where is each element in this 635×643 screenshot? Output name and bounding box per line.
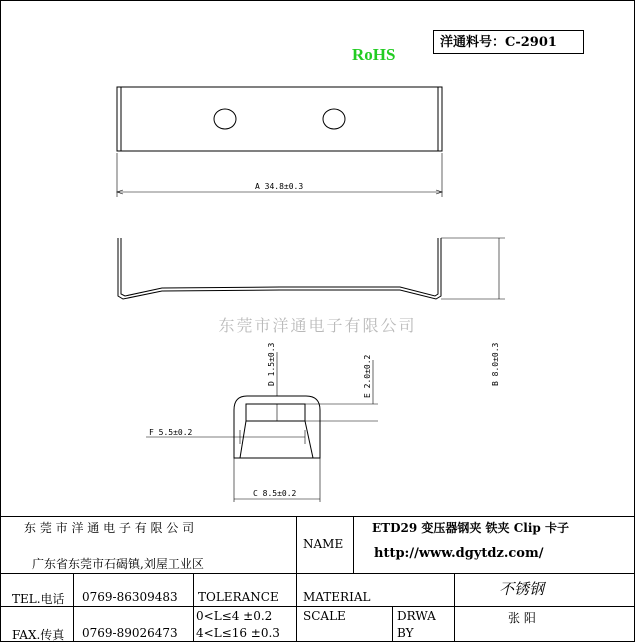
dim-b: B 8.0±0.3 bbox=[491, 342, 500, 386]
company-name: 东 莞 市 洋 通 电 子 有 限 公 司 bbox=[24, 521, 195, 535]
tolerance-range-1: 0<L≤4 ±0.2 bbox=[196, 609, 273, 623]
dim-f: F 5.5±0.2 bbox=[149, 428, 193, 437]
drawn-by: 张 阳 bbox=[508, 611, 536, 625]
watermark: 东莞市洋通电子有限公司 bbox=[218, 316, 417, 335]
fax-number: 0769-89026473 bbox=[82, 626, 178, 640]
fax-label: FAX.传真 bbox=[12, 628, 65, 642]
top-view bbox=[117, 87, 442, 197]
dim-d: D 1.5±0.3 bbox=[267, 342, 276, 386]
tel-number: 0769-86309483 bbox=[82, 590, 178, 604]
scale-label: SCALE bbox=[303, 609, 346, 623]
name-label: NAME bbox=[303, 537, 344, 551]
mounting-hole-right bbox=[323, 109, 345, 129]
material-label: MATERIAL bbox=[303, 590, 371, 604]
dim-e: E 2.0±0.2 bbox=[363, 354, 372, 398]
section-view bbox=[146, 352, 378, 502]
rohs-mark: RoHS bbox=[352, 45, 396, 64]
material-value: 不锈钢 bbox=[499, 580, 545, 598]
mounting-hole-left bbox=[214, 109, 236, 129]
drawn-by-label-1: DRWA bbox=[397, 609, 436, 623]
tolerance-range-2: 4<L≤16 ±0.3 bbox=[196, 626, 280, 640]
company-address: 广东省东莞市石碣镇,刘屋工业区 bbox=[32, 557, 204, 571]
website-url[interactable]: http://www.dgytdz.com/ bbox=[374, 546, 544, 561]
part-number: 洋通料号：C-2901 bbox=[433, 30, 584, 54]
side-view bbox=[118, 238, 505, 299]
tolerance-label: TOLERANCE bbox=[198, 590, 279, 604]
product-name: ETD29 变压器钢夹 铁夹 Clip 卡子 bbox=[372, 521, 569, 535]
dim-a: A 34.8±0.3 bbox=[255, 182, 304, 191]
tel-label: TEL.电话 bbox=[12, 592, 65, 606]
drawn-by-label-2: BY bbox=[397, 626, 414, 640]
dim-c: C 8.5±0.2 bbox=[253, 489, 297, 498]
